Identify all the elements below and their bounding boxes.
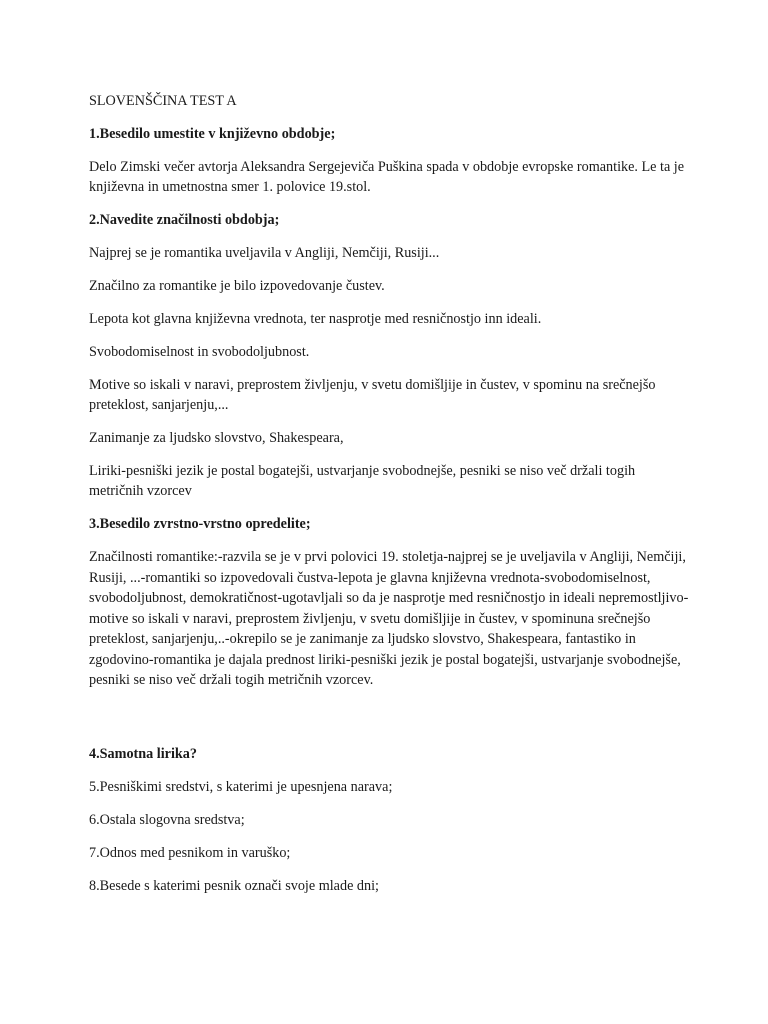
question-4-heading: 4.Samotna lirika?	[89, 745, 197, 762]
question-2-answer-line: Zanimanje za ljudsko slovstvo, Shakespeara,	[89, 430, 344, 446]
question-8: 8.Besede s katerimi pesnik označi svoje mlade dni;	[89, 877, 379, 894]
document-page	[89, 91, 689, 909]
question-3-heading: 3.Besedilo zvrstno-vrstno opredelite;	[89, 516, 311, 532]
question-2-answer-line: Najprej se je romantika uveljavila v Angliji, Nemčiji, Rusiji...	[89, 245, 440, 261]
question-3-answer: Značilnosti romantike:-razvila se je v prvi polovici 19. stoletja-najprej se je uveljavila v Angliji, Nemčiji, Rusiji, ...-romantiki so izpovedovali čustva-lepota je glavna književna vrednota-svobodomiselnost, svobodoljubnost, demokratičnost-ugotavljali so da je nasprotje med resničnostjo in ideali nepremostljivo-motive so iskali v naravi, preprostem življenju, v svetu domišljije in čustev, v spominuna srečnejšo preteklost, sanjarjenju,..-okrepilo se je zanimanje za ljudsko slovstvo, Shakespeara, fantastiko in zgodovino-romantika je dajala prednost liriki-pesniški jezik je postal bogatejši, ustvarjanje svobodnejše, pesniki se niso več držali togih metričnih vzorcev.	[89, 549, 689, 688]
blank-gap	[89, 704, 689, 744]
question-2-answer-line: Liriki-pesniški jezik je postal bogatejši, ustvarjanje svobodnejše, pesniki se niso več držali togih metričnih vzorcev	[89, 463, 636, 499]
question-2-answer-line: Značilno za romantike je bilo izpovedovanje čustev.	[89, 278, 385, 294]
question-7: 7.Odnos med pesnikom in varuško;	[89, 844, 291, 861]
question-2-heading: 2.Navedite značilnosti obdobja;	[89, 212, 280, 228]
question-1-answer: Delo Zimski večer avtorja Aleksandra Sergejeviča Puškina spada v obdobje evropske romantike. Le ta je književna in umetnostna smer 1. polovice 19.stol.	[89, 159, 685, 195]
document-title: SLOVENŠČINA TEST A	[89, 93, 237, 109]
question-5: 5.Pesniškimi sredstvi, s katerimi je upesnjena narava;	[89, 778, 393, 795]
question-1-heading: 1.Besedilo umestite v književno obdobje;	[89, 126, 336, 142]
question-2-answer-line: Motive so iskali v naravi, preprostem življenju, v svetu domišljije in čustev, v spominu na srečnejšo preteklost, sanjarjenju,...	[89, 377, 656, 413]
question-2-answer-line: Svobodomiselnost in svobodoljubnost.	[89, 344, 310, 360]
question-6: 6.Ostala slogovna sredstva;	[89, 811, 245, 828]
question-2-answer-line: Lepota kot glavna književna vrednota, ter nasprotje med resničnostjo inn ideali.	[89, 311, 542, 327]
